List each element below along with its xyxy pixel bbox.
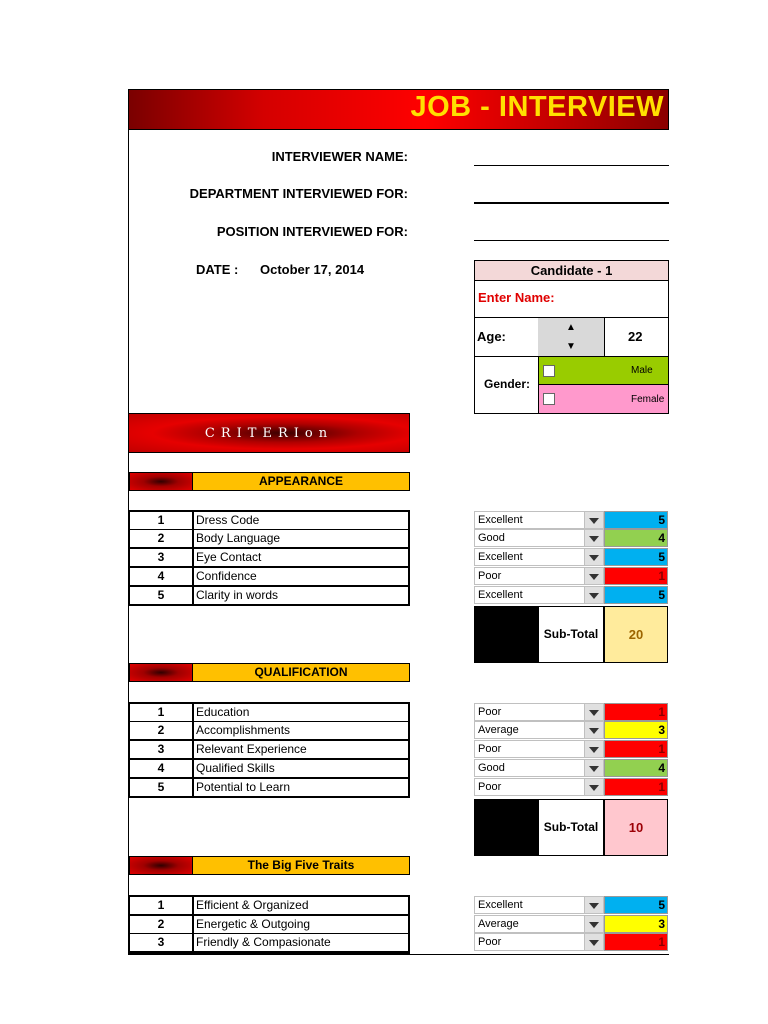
date-label: DATE : xyxy=(196,262,239,277)
criterion-number: 1 xyxy=(129,896,194,915)
criterion-name: Accomplishments xyxy=(192,721,409,740)
dropdown-arrow-icon[interactable] xyxy=(584,915,604,933)
criterion-name: Dress Code xyxy=(192,511,409,530)
section-title-qualification: QUALIFICATION xyxy=(192,663,410,682)
age-increment-button[interactable]: ▲ xyxy=(538,318,604,337)
criterion-name: Potential to Learn xyxy=(192,778,409,797)
rating-score: 4 xyxy=(604,529,668,547)
female-label: Female xyxy=(631,394,665,405)
dropdown-arrow-icon[interactable] xyxy=(584,548,604,566)
criterion-number: 1 xyxy=(129,511,194,530)
rating-score: 3 xyxy=(604,721,668,739)
rating-dropdown[interactable]: Poor xyxy=(474,778,604,796)
dropdown-arrow-icon[interactable] xyxy=(584,529,604,547)
criterion-name: Efficient & Organized xyxy=(192,896,409,915)
rating-score: 1 xyxy=(604,778,668,796)
interviewer-name-label: INTERVIEWER NAME: xyxy=(271,149,408,164)
female-checkbox[interactable] xyxy=(543,393,555,405)
department-label: DEPARTMENT INTERVIEWED FOR: xyxy=(189,186,408,201)
criterion-name: Energetic & Outgoing xyxy=(192,915,409,934)
age-divider xyxy=(604,318,605,356)
rating-score: 1 xyxy=(604,740,668,758)
rating-dropdown[interactable]: Excellent xyxy=(474,511,604,529)
female-option[interactable] xyxy=(538,384,669,414)
criterion-number: 1 xyxy=(129,703,194,722)
subtotal-label: Sub-Total xyxy=(538,606,604,663)
rating-dropdown[interactable]: Good xyxy=(474,759,604,777)
criterion-number: 3 xyxy=(129,933,194,952)
criterion-name: Education xyxy=(192,703,409,722)
dropdown-arrow-icon[interactable] xyxy=(584,778,604,796)
department-field[interactable] xyxy=(474,202,669,204)
male-option[interactable] xyxy=(538,356,669,385)
rating-dropdown[interactable]: Excellent xyxy=(474,586,604,604)
criterion-number: 2 xyxy=(129,529,194,548)
criterion-name: Qualified Skills xyxy=(192,759,409,778)
criterion-number: 2 xyxy=(129,915,194,934)
criterion-number: 4 xyxy=(129,567,194,586)
dropdown-arrow-icon[interactable] xyxy=(584,703,604,721)
dropdown-arrow-icon[interactable] xyxy=(584,896,604,914)
interviewer-name-field[interactable] xyxy=(474,165,669,166)
age-value[interactable]: 22 xyxy=(628,329,643,344)
section-marker xyxy=(129,472,193,491)
criterion-name: Friendly & Compasionate xyxy=(192,933,409,952)
position-field[interactable] xyxy=(474,240,669,241)
rating-score: 5 xyxy=(604,548,668,566)
candidate-header: Candidate - 1 xyxy=(474,260,669,281)
criterion-name: Relevant Experience xyxy=(192,740,409,759)
criterion-number: 2 xyxy=(129,721,194,740)
rating-dropdown[interactable]: Poor xyxy=(474,933,604,951)
criterion-number: 3 xyxy=(129,548,194,567)
date-value[interactable]: October 17, 2014 xyxy=(260,262,365,277)
criterion-banner: CRITERIon xyxy=(128,413,410,453)
rating-score: 5 xyxy=(604,586,668,604)
section-title-big-five: The Big Five Traits xyxy=(192,856,410,875)
candidate-name-field[interactable]: Enter Name: xyxy=(474,280,669,318)
subtotal-spacer xyxy=(474,799,538,856)
criterion-name: Confidence xyxy=(192,567,409,586)
criterion-name: Eye Contact xyxy=(192,548,409,567)
section-marker xyxy=(129,663,193,682)
dropdown-arrow-icon[interactable] xyxy=(584,511,604,529)
rating-score: 1 xyxy=(604,703,668,721)
rating-score: 4 xyxy=(604,759,668,777)
male-label: Male xyxy=(631,365,653,376)
rating-dropdown[interactable]: Average xyxy=(474,721,604,739)
subtotal-label: Sub-Total xyxy=(538,799,604,856)
age-decrement-button[interactable]: ▼ xyxy=(538,337,604,356)
age-label: Age: xyxy=(477,329,506,344)
frame-bottom-border xyxy=(128,954,669,955)
page-title: JOB - INTERVIEW xyxy=(410,91,664,123)
rating-score: 5 xyxy=(604,896,668,914)
criterion-number: 5 xyxy=(129,586,194,605)
rating-score: 1 xyxy=(604,567,668,585)
dropdown-arrow-icon[interactable] xyxy=(584,721,604,739)
rating-dropdown[interactable]: Good xyxy=(474,529,604,547)
rating-dropdown[interactable]: Poor xyxy=(474,703,604,721)
rating-dropdown[interactable]: Poor xyxy=(474,567,604,585)
subtotal-value: 10 xyxy=(604,799,668,856)
criterion-number: 3 xyxy=(129,740,194,759)
rating-score: 1 xyxy=(604,933,668,951)
male-checkbox[interactable] xyxy=(543,365,555,377)
position-label: POSITION INTERVIEWED FOR: xyxy=(216,224,408,239)
rating-dropdown[interactable]: Poor xyxy=(474,740,604,758)
dropdown-arrow-icon[interactable] xyxy=(584,586,604,604)
rating-dropdown[interactable]: Excellent xyxy=(474,896,604,914)
gender-label: Gender: xyxy=(484,377,531,391)
dropdown-arrow-icon[interactable] xyxy=(584,567,604,585)
rating-dropdown[interactable]: Excellent xyxy=(474,548,604,566)
criterion-number: 5 xyxy=(129,778,194,797)
criterion-name: Body Language xyxy=(192,529,409,548)
rating-score: 3 xyxy=(604,915,668,933)
rating-dropdown[interactable]: Average xyxy=(474,915,604,933)
subtotal-value: 20 xyxy=(604,606,668,663)
dropdown-arrow-icon[interactable] xyxy=(584,740,604,758)
dropdown-arrow-icon[interactable] xyxy=(584,759,604,777)
rating-score: 5 xyxy=(604,511,668,529)
subtotal-spacer xyxy=(474,606,538,663)
section-marker xyxy=(129,856,193,875)
criterion-number: 4 xyxy=(129,759,194,778)
section-title-appearance: APPEARANCE xyxy=(192,472,410,491)
criterion-name: Clarity in words xyxy=(192,586,409,605)
title-banner xyxy=(128,89,669,130)
dropdown-arrow-icon[interactable] xyxy=(584,933,604,951)
